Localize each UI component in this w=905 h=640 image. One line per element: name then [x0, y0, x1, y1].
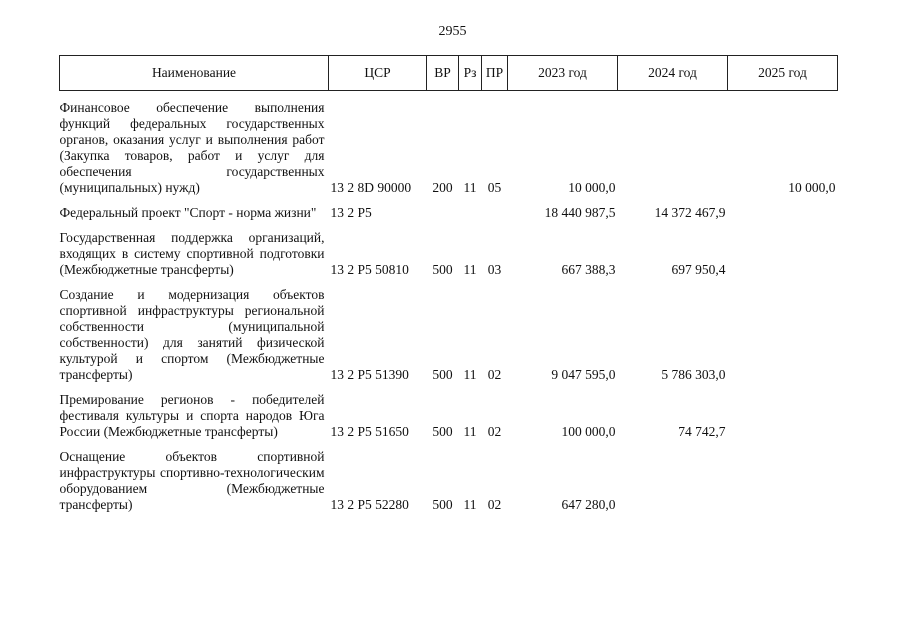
- header-rz: Рз: [459, 56, 482, 91]
- table-row: [60, 91, 838, 197]
- row-vr: [427, 196, 459, 221]
- row-name: Финансовое обеспечение выполнения функций федеральных государственных органов, оказания услуг и выполнения работ (Закупка товаров, работ и услуг для обеспечения государственных (муниципальных) нужд): [59, 100, 325, 195]
- row-2024: [618, 440, 728, 513]
- row-2024: [618, 91, 728, 197]
- row-name: Премирование регионов - победителей фестиваля культуры и спорта народов Юга России (Межбюджетные трансферты): [59, 392, 325, 439]
- row-pr: 03: [487, 262, 502, 277]
- table-row: [60, 278, 838, 383]
- header-row: [60, 56, 838, 91]
- header-2023: 2023 год: [508, 56, 618, 91]
- header-name: Наименование: [60, 56, 329, 91]
- row-csr: 13 2 Р5 51650: [330, 424, 409, 439]
- row-2025: [728, 221, 838, 278]
- budget-table: [59, 55, 838, 513]
- row-name: Государственная поддержка организаций, входящих в систему спортивной подготовки (Межбюджетные трансферты): [59, 230, 325, 277]
- table-row: [60, 440, 838, 513]
- row-vr: 500: [432, 424, 453, 439]
- row-2023: 9 047 595,0: [551, 367, 616, 382]
- row-pr: 02: [487, 367, 502, 382]
- row-2023: 667 388,3: [561, 262, 616, 277]
- row-2023: 18 440 987,5: [544, 205, 616, 220]
- row-csr: 13 2 Р5 51390: [330, 367, 409, 382]
- row-2024: 5 786 303,0: [661, 367, 726, 382]
- row-2025: [728, 440, 838, 513]
- header-2025: 2025 год: [728, 56, 838, 91]
- row-2024: 14 372 467,9: [654, 205, 726, 220]
- row-vr: 500: [432, 497, 453, 512]
- row-vr: 500: [432, 262, 453, 277]
- row-2025: [728, 278, 838, 383]
- row-vr: 500: [432, 367, 453, 382]
- row-2024: 74 742,7: [678, 424, 726, 439]
- row-name: Федеральный проект "Спорт - норма жизни": [59, 205, 317, 220]
- row-rz: 11: [463, 262, 477, 277]
- row-pr: 02: [487, 497, 502, 512]
- table-row: [60, 221, 838, 278]
- row-2025: [728, 383, 838, 440]
- row-2025: [728, 196, 838, 221]
- header-csr: ЦСР: [329, 56, 427, 91]
- row-2023: 10 000,0: [568, 180, 616, 195]
- page-number: 2955: [438, 24, 467, 39]
- row-name: Оснащение объектов спортивной инфраструктуры спортивно-технологическим оборудованием (Межбюджетные трансферты): [59, 449, 325, 512]
- row-pr: [482, 196, 508, 221]
- header-2024: 2024 год: [618, 56, 728, 91]
- row-2023: 647 280,0: [561, 497, 616, 512]
- header-vr: ВР: [427, 56, 459, 91]
- row-2025: 10 000,0: [788, 180, 836, 195]
- row-2023: 100 000,0: [561, 424, 616, 439]
- row-vr: 200: [432, 180, 453, 195]
- row-csr: 13 2 Р5 52280: [330, 497, 409, 512]
- table-row: [60, 196, 838, 221]
- row-csr: 13 2 Р5 50810: [330, 262, 409, 277]
- row-pr: 05: [487, 180, 502, 195]
- row-rz: 11: [463, 497, 477, 512]
- row-name: Создание и модернизация объектов спортивной инфраструктуры региональной собственности (муниципальной собственности) для занятий физической культурой и спортом (Межбюджетные трансферты): [59, 287, 325, 382]
- row-rz: 11: [463, 180, 477, 195]
- row-2024: 697 950,4: [671, 262, 726, 277]
- row-rz: [459, 196, 482, 221]
- table-row: [60, 383, 838, 440]
- row-rz: 11: [463, 424, 477, 439]
- row-csr: 13 2 8D 90000: [330, 180, 412, 195]
- row-rz: 11: [463, 367, 477, 382]
- header-pr: ПР: [482, 56, 508, 91]
- row-csr: 13 2 Р5: [330, 205, 372, 220]
- row-pr: 02: [487, 424, 502, 439]
